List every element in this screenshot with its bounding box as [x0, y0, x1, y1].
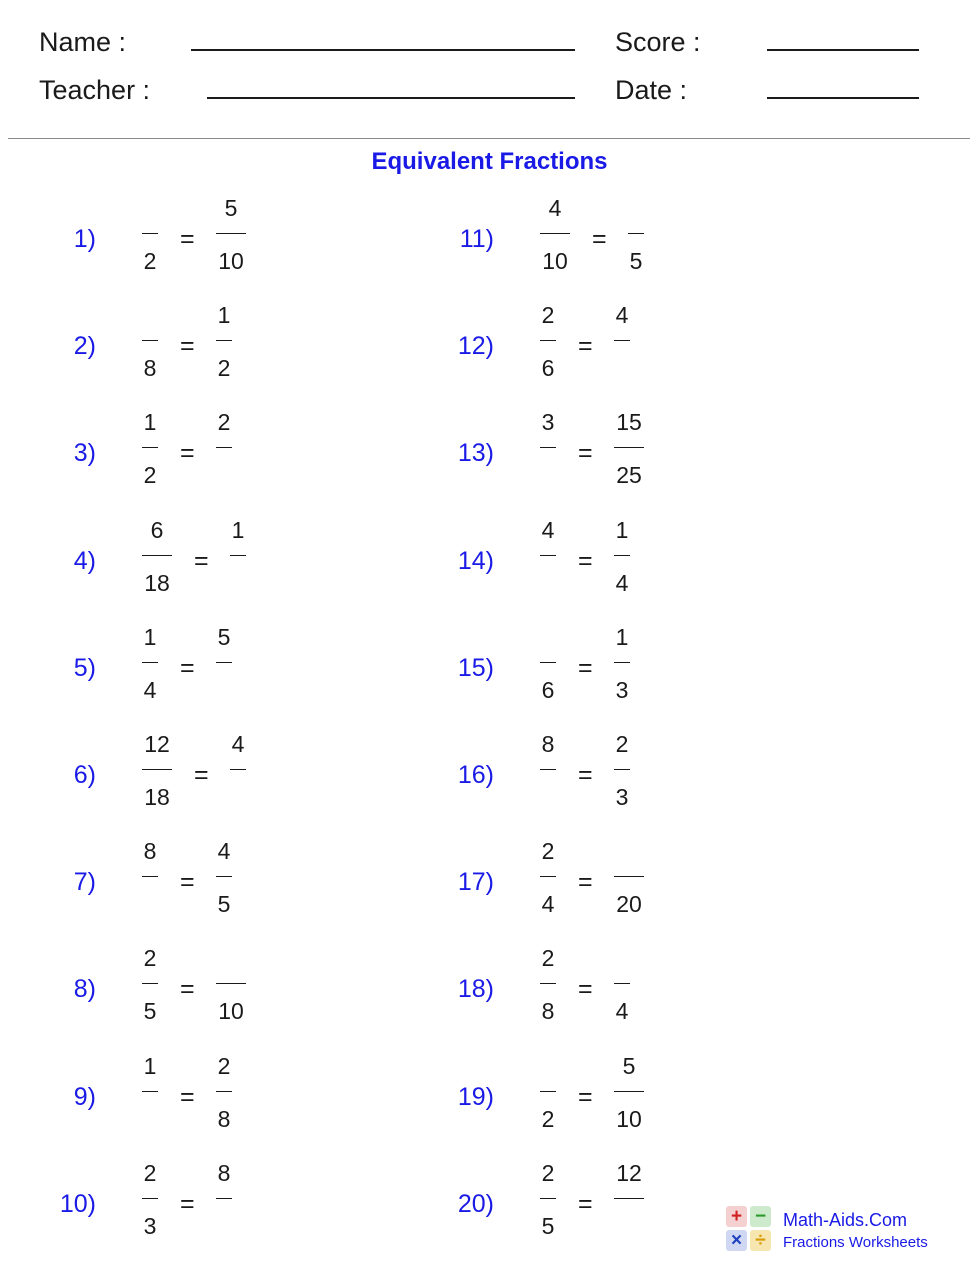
problem-number: 18) [457, 975, 494, 1004]
right-numerator: 5 [622, 1052, 636, 1079]
left-fraction-bar [142, 876, 158, 877]
left-numerator[interactable] [540, 620, 556, 654]
score-label: Score : [615, 27, 701, 57]
left-fraction-bar [540, 983, 556, 984]
problem-number: 20) [457, 1189, 494, 1218]
right-fraction-bar [614, 447, 644, 448]
left-fraction [142, 405, 158, 492]
left-fraction [540, 298, 556, 385]
left-numerator: 4 [548, 195, 562, 221]
right-denominator: 10 [218, 998, 244, 1025]
right-denominator[interactable] [216, 1209, 232, 1243]
equals-sign: = [578, 761, 593, 789]
left-fraction [540, 941, 556, 1028]
left-denominator: 8 [143, 355, 157, 382]
left-fraction-bar [540, 340, 556, 341]
problem-10 [36, 1156, 456, 1246]
right-fraction-bar [216, 662, 232, 663]
worksheet-title: Equivalent Fractions [371, 148, 608, 175]
left-denominator: 2 [541, 1105, 555, 1132]
right-fraction-bar [230, 555, 246, 556]
right-fraction [216, 191, 246, 278]
problem-11 [434, 191, 854, 281]
problem-9 [36, 1049, 456, 1139]
right-numerator: 12 [616, 1159, 642, 1186]
problem-3 [36, 405, 456, 495]
left-numerator: 2 [143, 1159, 157, 1186]
problem-number: 10) [59, 1189, 96, 1218]
left-fraction-bar [142, 340, 158, 341]
left-denominator[interactable] [142, 887, 158, 921]
left-denominator: 2 [143, 462, 157, 489]
problem-number: 4) [73, 546, 96, 575]
problem-4 [36, 513, 456, 603]
logo-site-name: Math-Aids.Com [783, 1210, 908, 1230]
right-fraction-bar [614, 983, 630, 984]
equals-sign: = [578, 332, 593, 361]
left-numerator: 2 [143, 945, 157, 972]
right-fraction-bar [614, 340, 630, 341]
right-fraction [614, 941, 630, 1028]
left-fraction [142, 513, 172, 600]
problem-number: 8) [73, 975, 96, 1004]
problem-number: 2) [73, 332, 96, 361]
left-fraction [142, 727, 172, 814]
left-denominator: 4 [143, 676, 157, 703]
right-fraction [614, 620, 630, 707]
equals-sign: = [578, 546, 593, 575]
problem-8 [36, 941, 456, 1031]
equals-sign: = [578, 975, 593, 1004]
right-numerator[interactable] [628, 191, 644, 225]
date-field[interactable] [767, 97, 919, 99]
problem-15 [434, 620, 854, 710]
name-label: Name : [39, 27, 127, 57]
right-fraction [628, 191, 644, 278]
right-fraction [216, 1049, 232, 1136]
right-fraction-bar [216, 340, 232, 341]
problem-18 [434, 941, 854, 1031]
problem-number: 11) [459, 225, 494, 253]
minus-icon: − [750, 1206, 771, 1227]
left-denominator[interactable] [540, 458, 556, 492]
left-fraction-bar [142, 1091, 158, 1092]
right-denominator[interactable] [614, 351, 630, 385]
left-numerator: 3 [541, 409, 555, 436]
right-fraction-bar [216, 876, 232, 877]
right-fraction [614, 1049, 644, 1136]
left-numerator: 1 [143, 1052, 157, 1079]
left-fraction-bar [540, 555, 556, 556]
right-denominator: 8 [217, 1105, 231, 1132]
left-denominator: 5 [541, 1212, 555, 1239]
problem-13 [434, 405, 854, 495]
left-denominator: 4 [541, 891, 555, 918]
right-fraction-bar [216, 447, 232, 448]
right-numerator: 4 [217, 838, 231, 865]
left-numerator: 8 [143, 838, 157, 865]
left-fraction-bar [540, 1091, 556, 1092]
left-fraction-bar [540, 1198, 556, 1199]
right-numerator[interactable] [216, 941, 246, 975]
problem-number: 14) [457, 546, 494, 575]
problem-12 [434, 298, 854, 388]
left-numerator: 4 [541, 516, 555, 543]
left-fraction-bar [540, 769, 556, 770]
right-fraction [614, 834, 644, 921]
left-fraction [540, 513, 556, 600]
left-denominator[interactable] [142, 1102, 158, 1136]
left-fraction [142, 191, 158, 278]
left-denominator: 5 [143, 998, 157, 1025]
right-fraction-bar [614, 662, 630, 663]
problem-number: 15) [457, 653, 494, 682]
left-fraction-bar [142, 662, 158, 663]
right-denominator[interactable] [230, 780, 246, 814]
right-denominator[interactable] [230, 566, 246, 600]
right-numerator: 5 [217, 623, 231, 650]
problem-number: 17) [457, 868, 494, 897]
equals-sign: = [578, 439, 593, 468]
right-numerator: 1 [615, 623, 629, 650]
left-denominator: 18 [144, 569, 170, 596]
problem-number: 7) [73, 868, 96, 897]
left-denominator: 6 [541, 676, 555, 703]
left-fraction-bar [540, 447, 556, 448]
equals-sign: = [180, 225, 195, 253]
right-numerator: 1 [231, 516, 245, 543]
left-numerator: 1 [143, 409, 157, 436]
right-fraction-bar [614, 876, 644, 877]
right-denominator: 20 [616, 891, 642, 918]
problem-7 [36, 834, 456, 924]
problem-number: 16) [457, 761, 494, 789]
teacher-field[interactable] [207, 97, 575, 99]
left-fraction [142, 1049, 158, 1136]
name-field[interactable] [191, 49, 575, 51]
right-numerator: 4 [615, 302, 629, 329]
left-fraction [540, 191, 570, 278]
equals-sign: = [578, 1082, 593, 1111]
right-fraction-bar [216, 233, 246, 234]
problem-6 [36, 727, 456, 817]
right-numerator: 15 [616, 409, 642, 436]
left-fraction-bar [142, 233, 158, 234]
right-fraction [614, 405, 644, 492]
right-numerator: 2 [217, 409, 231, 436]
plus-icon: + [726, 1206, 747, 1227]
left-fraction [142, 834, 158, 921]
right-denominator[interactable] [216, 458, 232, 492]
right-numerator: 1 [217, 302, 231, 329]
problem-number: 19) [457, 1082, 494, 1111]
equals-sign: = [194, 761, 209, 789]
right-fraction [614, 1156, 644, 1243]
right-fraction [216, 941, 246, 1028]
divide-icon: ÷ [750, 1230, 771, 1251]
equals-sign: = [180, 439, 195, 468]
left-fraction-bar [142, 555, 172, 556]
equals-sign: = [180, 868, 195, 897]
equals-sign: = [180, 1189, 195, 1218]
problem-number: 12) [457, 332, 494, 361]
equals-sign: = [180, 975, 195, 1004]
right-fraction [614, 513, 630, 600]
left-denominator: 6 [541, 355, 555, 382]
left-fraction [142, 620, 158, 707]
right-fraction [216, 834, 232, 921]
left-fraction [540, 1049, 556, 1136]
left-fraction [142, 1156, 158, 1243]
left-fraction-bar [142, 769, 172, 770]
problem-number: 3) [73, 439, 96, 468]
right-numerator[interactable] [614, 941, 630, 975]
right-numerator[interactable] [614, 834, 644, 868]
left-fraction [540, 1156, 556, 1243]
header-divider [8, 138, 970, 139]
right-denominator[interactable] [614, 1209, 644, 1243]
right-denominator: 3 [615, 784, 629, 810]
left-fraction-bar [142, 983, 158, 984]
math-aids-logo [726, 1206, 946, 1256]
right-fraction [614, 298, 630, 385]
right-numerator: 5 [224, 195, 238, 221]
right-fraction [216, 620, 232, 707]
left-numerator: 1 [143, 623, 157, 650]
problem-2 [36, 298, 456, 388]
right-fraction-bar [216, 1091, 232, 1092]
right-numerator: 8 [217, 1159, 231, 1186]
right-denominator: 5 [217, 891, 231, 918]
right-fraction-bar [216, 983, 246, 984]
right-fraction-bar [614, 1091, 644, 1092]
problem-5 [36, 620, 456, 710]
left-fraction-bar [540, 662, 556, 663]
equals-sign: = [194, 546, 209, 575]
problem-number: 1) [73, 225, 96, 253]
equals-sign: = [180, 332, 195, 361]
right-fraction [216, 1156, 232, 1243]
equals-sign: = [578, 1189, 593, 1218]
left-numerator[interactable] [540, 1049, 556, 1083]
right-numerator: 2 [615, 731, 629, 757]
operations-logo-icon [726, 1206, 772, 1252]
right-fraction [216, 298, 232, 385]
left-denominator: 18 [144, 784, 170, 810]
right-fraction [614, 727, 630, 814]
problem-number: 13) [457, 439, 494, 468]
left-denominator: 10 [542, 248, 568, 274]
left-fraction-bar [142, 1198, 158, 1199]
left-denominator: 8 [541, 998, 555, 1025]
right-denominator: 2 [217, 355, 231, 382]
left-denominator: 2 [143, 248, 157, 274]
left-fraction-bar [540, 876, 556, 877]
date-label: Date : [615, 75, 688, 105]
right-numerator: 4 [231, 731, 245, 757]
left-denominator[interactable] [540, 780, 556, 814]
right-denominator: 3 [615, 676, 629, 703]
left-fraction [540, 727, 556, 814]
left-numerator: 6 [150, 516, 164, 543]
right-fraction-bar [628, 233, 644, 234]
left-denominator[interactable] [540, 566, 556, 600]
problem-number: 9) [73, 1082, 96, 1111]
right-fraction-bar [614, 555, 630, 556]
problem-1 [36, 191, 456, 281]
left-fraction [540, 405, 556, 492]
left-numerator: 8 [541, 731, 555, 757]
left-fraction [540, 834, 556, 921]
equals-sign: = [592, 225, 607, 253]
right-fraction [230, 513, 246, 600]
problem-14 [434, 513, 854, 603]
right-numerator: 2 [217, 1052, 231, 1079]
left-numerator: 2 [541, 1159, 555, 1186]
equals-sign: = [578, 653, 593, 682]
left-fraction [142, 298, 158, 385]
right-fraction-bar [614, 769, 630, 770]
left-numerator[interactable] [142, 298, 158, 332]
right-denominator: 4 [615, 998, 629, 1025]
right-fraction-bar [614, 1198, 644, 1199]
left-fraction-bar [142, 447, 158, 448]
left-numerator: 12 [144, 731, 170, 757]
right-fraction-bar [230, 769, 246, 770]
problem-19 [434, 1049, 854, 1139]
right-fraction [230, 727, 246, 814]
right-fraction [216, 405, 232, 492]
teacher-label: Teacher : [39, 75, 151, 105]
right-denominator: 5 [629, 248, 643, 274]
right-denominator[interactable] [216, 673, 232, 707]
left-numerator: 2 [541, 945, 555, 972]
left-numerator: 2 [541, 302, 555, 329]
left-numerator: 2 [541, 838, 555, 865]
score-field[interactable] [767, 49, 919, 51]
equals-sign: = [180, 1082, 195, 1111]
left-fraction [540, 620, 556, 707]
right-denominator: 4 [615, 569, 629, 596]
right-denominator: 10 [218, 248, 244, 274]
problem-16 [434, 727, 854, 817]
equals-sign: = [578, 868, 593, 897]
left-numerator[interactable] [142, 191, 158, 225]
left-fraction-bar [540, 233, 570, 234]
problem-17 [434, 834, 854, 924]
problem-number: 5) [73, 653, 96, 682]
times-icon: × [726, 1230, 747, 1251]
equals-sign: = [180, 653, 195, 682]
right-denominator: 10 [616, 1105, 642, 1132]
left-fraction [142, 941, 158, 1028]
right-denominator: 25 [616, 462, 642, 489]
left-denominator: 3 [143, 1212, 157, 1239]
right-numerator: 1 [615, 516, 629, 543]
right-fraction-bar [216, 1198, 232, 1199]
problem-number: 6) [73, 761, 96, 789]
logo-subtitle: Fractions Worksheets [783, 1234, 928, 1251]
